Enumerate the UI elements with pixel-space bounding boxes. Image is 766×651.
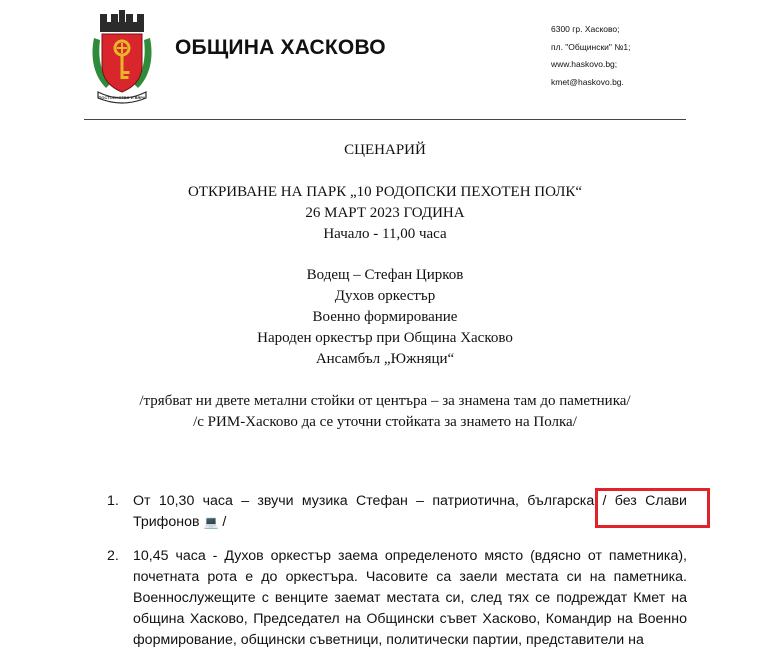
list-item-text: От 10,30 часа – звучи музика Стефан – патриотична, българска xyxy=(133,493,603,509)
highlight-annotation-box xyxy=(595,488,710,528)
event-date: 26 МАРТ 2023 ГОДИНА xyxy=(305,205,465,221)
contact-square: пл. "Общински" №1; xyxy=(551,41,631,52)
note-line: /трябват ни двете метални стойки от центъра – за знамена там до паметника/ xyxy=(139,393,631,409)
list-item-text: 10,45 часа - Духов оркестър заема определеното място (вдясно от паметника), почетната рота е до оркестъра. Часовите са заели местата си на паметника. Военнослужещите с венците заемат местата си, след тях се подреждат Кмет на община Хасково, Председател на Общински съвет Хасково, Командир на Военно формирование, общински съветници, политически партии, представители на xyxy=(133,548,687,648)
participant-line: Военно формирование xyxy=(312,309,458,325)
participant-line: Ансамбъл „Южняци“ xyxy=(315,351,455,367)
laptop-icon: 💻 xyxy=(203,515,219,529)
list-item-number: 1. xyxy=(107,493,119,509)
list-item xyxy=(107,546,687,651)
event-title: ОТКРИВАНЕ НА ПАРК „10 РОДОПСКИ ПЕХОТЕН ПОЛК“ xyxy=(187,184,583,200)
contact-details xyxy=(551,21,631,91)
contact-email[interactable]: kmet@haskovo.bg. xyxy=(551,76,624,87)
organization-name: ОБЩИНА ХАСКОВО xyxy=(175,36,386,59)
svg-text:ПОСТОЯНСТВО И ВЯРА: ПОСТОЯНСТВО И ВЯРА xyxy=(98,95,146,100)
participant-line: Духов оркестър xyxy=(334,288,436,304)
haskovo-crest-logo xyxy=(90,8,154,104)
note-line: /с РИМ-Хасково да се уточни стойката за знамето на Полка/ xyxy=(193,414,577,430)
list-item-text-end: / xyxy=(218,514,227,530)
participant-line: Народен оркестър при Община Хасково xyxy=(257,330,513,346)
participant-line: Водещ – Стефан Цирков xyxy=(306,267,464,283)
document-heading: СЦЕНАРИЙ xyxy=(344,142,426,158)
highlighted-text: / без Слави Трифонов xyxy=(133,493,687,530)
contact-address: 6300 гр. Хасково; xyxy=(551,24,620,34)
header-divider xyxy=(84,119,686,120)
list-item-number: 2. xyxy=(107,548,119,564)
contact-website[interactable]: www.haskovo.bg; xyxy=(551,59,618,69)
start-time: Начало - 11,00 часа xyxy=(323,226,447,242)
